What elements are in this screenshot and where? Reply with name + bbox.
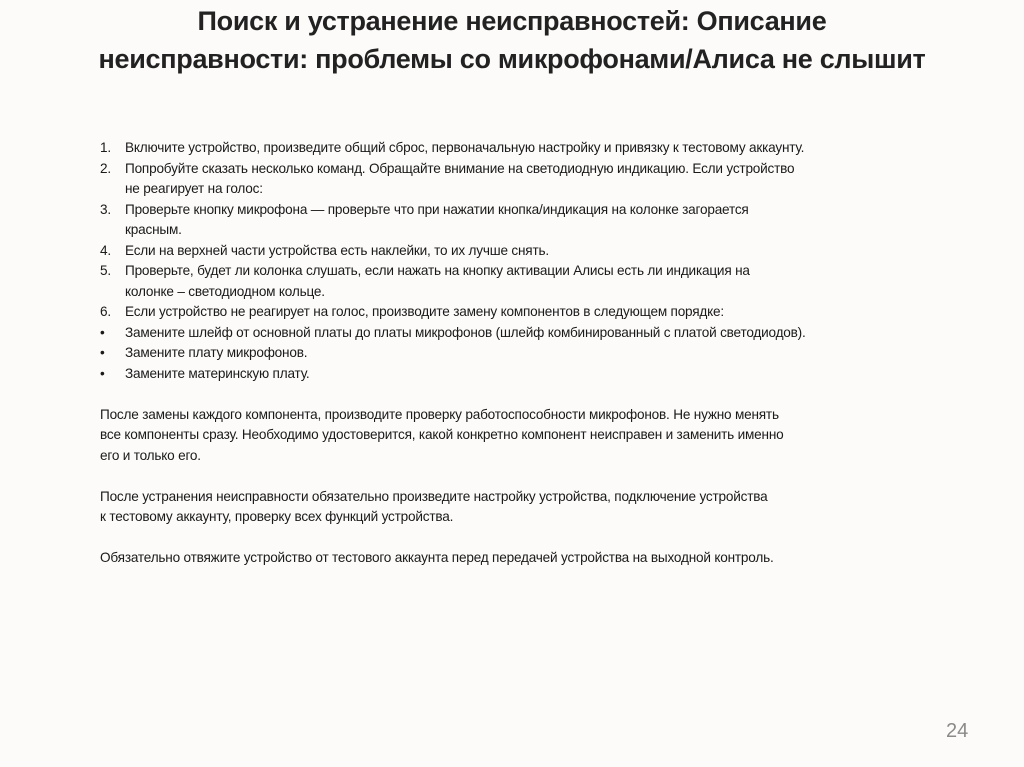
- paragraph: [100, 405, 980, 467]
- paragraph-line: к тестовому аккаунту, проверку всех функций устройства.: [100, 509, 454, 524]
- list-item-text: красным.: [125, 222, 182, 237]
- title-line: Поиск и устранение неисправностей: Описание: [197, 6, 827, 36]
- title-line: неисправности: проблемы со микрофонами/Алиса не слышит: [98, 44, 926, 74]
- list-item: [100, 200, 980, 241]
- paragraph: [100, 487, 980, 528]
- list-item-text: Включите устройство, произведите общий сброс, первоначальную настройку и привязку к тестовому аккаунту.: [125, 140, 805, 155]
- list-number: 1.: [100, 140, 111, 155]
- list-item-text: Проверьте кнопку микрофона — проверьте что при нажатии кнопка/индикация на колонке загорается: [125, 201, 749, 217]
- bullet-icon: •: [100, 324, 105, 340]
- slide-title: [0, 2, 1024, 78]
- paragraph-line: После устранения неисправности обязательно произведите настройку устройства, подключение устройства: [100, 488, 768, 504]
- paragraph-line: его и только его.: [100, 447, 201, 463]
- list-item: [100, 302, 980, 323]
- list-item-text: Если на верхней части устройства есть наклейки, то их лучше снять.: [125, 242, 549, 258]
- list-item-text: Замените шлейф от основной платы до платы микрофонов (шлейф комбинированный с платой светодиодов).: [125, 324, 806, 340]
- bullet-icon: •: [100, 345, 105, 360]
- paragraph-line: Обязательно отвяжите устройство от тестового аккаунта перед передачей устройства на выходной контроль.: [100, 550, 774, 565]
- list-item: [100, 364, 980, 385]
- list-number: 5.: [100, 263, 111, 278]
- slide-body: [100, 138, 980, 569]
- list-item-text: не реагирует на голос:: [125, 181, 263, 196]
- list-item-text: Замените плату микрофонов.: [125, 345, 308, 360]
- bullet-icon: •: [100, 365, 105, 381]
- list-number: 3.: [100, 201, 111, 217]
- paragraph-line: все компоненты сразу. Необходимо удостоверится, какой конкретно компонент неисправен и заменить именно: [100, 427, 784, 442]
- list-item-text: Если устройство не реагирует на голос, производите замену компонентов в следующем порядке:: [125, 304, 724, 319]
- list-item: [100, 159, 980, 200]
- list-item: [100, 138, 980, 159]
- list-item: [100, 323, 980, 344]
- paragraphs: [100, 405, 980, 569]
- paragraph-line: После замены каждого компонента, производите проверку работоспособности микрофонов. Не нужно менять: [100, 406, 779, 422]
- list-item: [100, 241, 980, 262]
- list-item: [100, 343, 980, 364]
- list-item: [100, 261, 980, 302]
- steps-list: [100, 138, 980, 384]
- list-number: 4.: [100, 242, 111, 258]
- page-number: 24: [946, 720, 969, 742]
- list-number: 6.: [100, 304, 111, 319]
- list-number: 2.: [100, 160, 111, 176]
- paragraph: [100, 548, 980, 569]
- list-item-text: колонке – светодиодном кольце.: [125, 283, 325, 299]
- list-item-text: Замените материнскую плату.: [125, 365, 310, 381]
- list-item-text: Попробуйте сказать несколько команд. Обращайте внимание на светодиодную индикацию. Если устройство: [125, 160, 795, 176]
- list-item-text: Проверьте, будет ли колонка слушать, если нажать на кнопку активации Алисы есть ли индикация на: [125, 263, 750, 278]
